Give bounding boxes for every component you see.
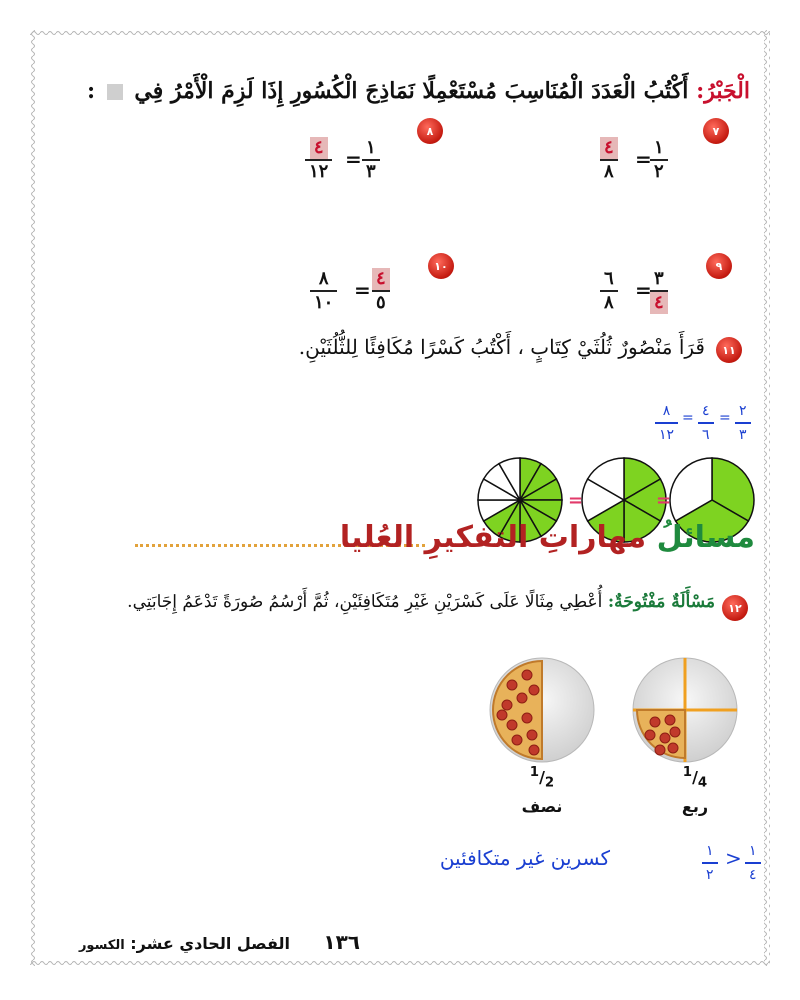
ex10-equals: = (354, 278, 371, 302)
question-12-text (75, 592, 715, 612)
comparison-right-fraction: ١ ٢ (702, 840, 718, 886)
pep-half-pepperoni-1 (507, 680, 517, 690)
quarter-fraction-label: $^1/_4$ (682, 765, 708, 791)
ex8-equals: = (345, 147, 362, 171)
comparison-left-fraction: ١ ٤ (745, 840, 761, 886)
section-title-part2: مهاراتِ التفكيرِ العُليا (339, 520, 647, 555)
quarter-word-label: ربع (681, 797, 709, 816)
question-12-badge: ١٢ (722, 595, 748, 621)
question-12-body: أُعْطِي مِثَالًا عَلَى كَسْرَيْنِ غَيْرِ مُتَكَافِئَيْنِ، ثُمَّ أَرْسُمُ صُورَةً تَدْعَمُ إِجَابَتِي. (127, 592, 603, 612)
ex8-rhs-fraction: ٤ ١٢ (305, 137, 332, 183)
ex9-equals: = (635, 278, 652, 302)
half-word-label: نصف (521, 797, 563, 816)
pep-half-pepperoni-7 (522, 713, 532, 723)
chapter-topic: الكسور (78, 938, 125, 953)
q11-answer-four-sixths: ٤ ٦ (698, 400, 714, 446)
heading-end: : (86, 78, 96, 104)
pep-quarter-pepperoni-3 (645, 730, 655, 740)
exercise-9-badge: ٩ (706, 253, 732, 279)
pep-half-pepperoni-6 (507, 720, 517, 730)
ex9-rhs-fraction: ٦ ٨ (600, 268, 618, 314)
ex8-lhs-fraction: ١ ٣ (362, 137, 380, 183)
exercise-10-badge: ١٠ (428, 253, 454, 279)
section-title-part1: مسائلُ (656, 520, 755, 555)
ex7-equals: = (635, 147, 652, 171)
ex7-lhs-fraction: ١ ٢ (650, 137, 668, 183)
exercise-8-badge: ٨ (417, 118, 443, 144)
pep-half-pepperoni-5 (529, 685, 539, 695)
pep-half-pepperoni-3 (502, 700, 512, 710)
pep-half-pepperoni-10 (497, 710, 507, 720)
pep-quarter-pepperoni-1 (650, 717, 660, 727)
half-fraction-label: $^1/_2$ (529, 765, 555, 791)
pep-quarter-pepperoni-7 (668, 743, 678, 753)
quarter-pizza-icon (633, 658, 737, 762)
pep-half-pepperoni-2 (522, 670, 532, 680)
question-11-badge: ١١ (716, 337, 742, 363)
pizza-illustrations (485, 655, 745, 765)
ex10-rhs-fraction: ٨ ١٠ (310, 268, 337, 314)
pep-half-pepperoni-9 (527, 730, 537, 740)
q11-answer-two-thirds: ٢ ٣ (735, 400, 751, 446)
ex10-lhs-fraction: ٤ ٥ (372, 268, 390, 314)
open-problem-label: مَسْأَلَةٌ مَفْتُوحَةٌ: (607, 592, 715, 612)
section-title (340, 520, 755, 555)
heading-label: الْجَبْرُ: (696, 78, 750, 104)
exercise-7-badge: ٧ (703, 118, 729, 144)
algebra-heading (50, 78, 750, 104)
conclusion-text: كسرين غير متكافئين (439, 846, 610, 870)
ex9-lhs-fraction: ٣ ٤ (650, 268, 668, 314)
pep-quarter-pepperoni-6 (655, 745, 665, 755)
comparison-operator: > (725, 846, 742, 870)
pep-half-pepperoni-8 (512, 735, 522, 745)
half-pizza-icon (490, 658, 594, 762)
page-number: ١٣٦ (323, 930, 360, 954)
q11-equals-1: = (719, 410, 731, 426)
answer-box-icon (107, 84, 123, 100)
circle-equals-1: = (568, 490, 584, 511)
pep-quarter-pepperoni-4 (660, 733, 670, 743)
pep-half-pepperoni-11 (529, 745, 539, 755)
page-footer (30, 930, 360, 954)
q11-equals-2: = (682, 410, 694, 426)
q11-answer-eight-twelfths: ٨ ١٢ (655, 400, 678, 446)
circle-equals-2: = (656, 490, 672, 511)
heading-text: أَكْتُبُ الْعَدَدَ الْمُنَاسِبَ مُسْتَعْمِلًا نَمَاذِجَ الْكُسُورِ إِذَا لَزِمَ الْأَمْرُ فِي (134, 78, 689, 104)
pep-quarter-pepperoni-5 (670, 727, 680, 737)
chapter-title: الفصل الحادي عشر: (130, 934, 290, 953)
pep-half-pepperoni-4 (517, 693, 527, 703)
ex7-rhs-fraction: ٤ ٨ (600, 137, 618, 183)
pep-quarter-pepperoni-2 (665, 715, 675, 725)
question-11-text: قَرَأَ مَنْصُورٌ ثُلُثَيْ كِتَابٍ ، أَكْتُبُ كَسْرًا مُكَافِئًا لِلثُّلُثَيْنِ. (298, 335, 705, 359)
